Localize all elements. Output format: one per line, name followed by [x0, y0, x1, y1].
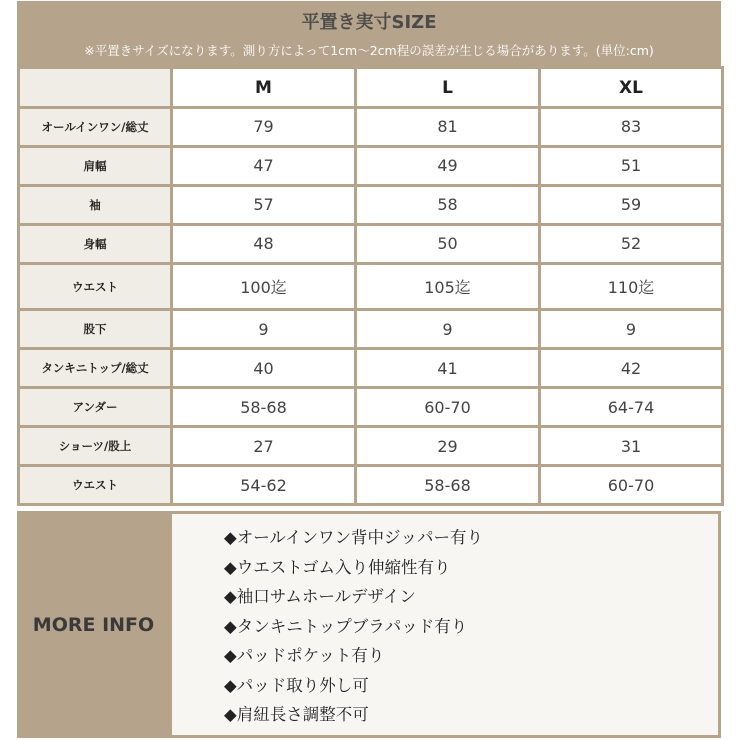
measurement-value: 41 [357, 350, 538, 386]
more-info-section [17, 511, 721, 738]
size-header [17, 1, 721, 66]
measurement-value: 57 [173, 187, 354, 223]
measurement-value: 105迄 [357, 265, 538, 309]
size-column-header: M [173, 69, 354, 106]
measurement-label: オールインワン/総丈 [20, 109, 170, 145]
measurement-label: 身幅 [20, 226, 170, 262]
table-row [20, 389, 721, 425]
measurement-label: アンダー [20, 389, 170, 425]
measurement-note: ※平置きサイズになります。測り方によって1cm～2cm程の誤差が生じる場合があります。(単位:cm) [84, 43, 654, 58]
table-row [20, 311, 721, 347]
measurement-value: 29 [357, 428, 538, 464]
measurement-value: 83 [541, 109, 721, 145]
measurement-value: 48 [173, 226, 354, 262]
corner-cell [20, 69, 170, 106]
size-table [17, 66, 724, 506]
measurement-label: タンキニトップ/総丈 [20, 350, 170, 386]
measurement-label: 股下 [20, 311, 170, 347]
measurement-value: 54-62 [173, 467, 354, 503]
size-title: 平置き実寸SIZE [301, 12, 437, 33]
table-row [20, 350, 721, 386]
measurement-label: 肩幅 [20, 148, 170, 184]
list-item: ◆肩紐長さ調整不可 [224, 705, 369, 724]
list-item: ◆ウエストゴム入り伸縮性有り [224, 557, 451, 577]
measurement-value: 9 [541, 311, 721, 347]
table-row [20, 428, 721, 464]
table-row [20, 187, 721, 223]
measurement-value: 42 [541, 350, 721, 386]
measurement-label: ウエスト [20, 265, 170, 309]
measurement-value: 52 [541, 226, 721, 262]
measurement-value: 27 [173, 428, 354, 464]
measurement-value: 79 [173, 109, 354, 145]
measurement-value: 58 [357, 187, 538, 223]
table-row [20, 265, 721, 309]
measurement-value: 60-70 [541, 467, 721, 503]
measurement-value: 50 [357, 226, 538, 262]
table-row [20, 226, 721, 262]
table-row [20, 467, 721, 503]
more-info-panel [172, 514, 718, 735]
measurement-value: 31 [541, 428, 721, 464]
list-item: ◆袖口サムホールデザイン [224, 587, 416, 606]
size-column-header: L [357, 69, 538, 106]
measurement-value: 47 [173, 148, 354, 184]
measurement-value: 60-70 [357, 389, 538, 425]
table-row [20, 148, 721, 184]
measurement-value: 110迄 [541, 265, 721, 309]
measurement-value: 40 [173, 350, 354, 386]
measurement-value: 49 [357, 148, 538, 184]
measurement-value: 59 [541, 187, 721, 223]
size-column-header: XL [541, 69, 721, 106]
measurement-value: 51 [541, 148, 721, 184]
measurement-value: 58-68 [357, 467, 538, 503]
measurement-label: ショーツ/股上 [20, 428, 170, 464]
measurement-value: 58-68 [173, 389, 354, 425]
list-item: ◆パッドポケット有り [224, 646, 385, 665]
measurement-value: 81 [357, 109, 538, 145]
measurement-label: 袖 [20, 187, 170, 223]
more-info-label: MORE INFO [32, 613, 155, 636]
list-item: ◆オールインワン背中ジッパー有り [224, 528, 484, 547]
measurement-value: 64-74 [541, 389, 721, 425]
list-item: ◆タンキニトップブラパッド有り [224, 616, 468, 636]
measurement-value: 9 [173, 311, 354, 347]
list-item: ◆パッド取り外し可 [224, 675, 369, 695]
table-row [20, 109, 721, 145]
measurement-value: 100迄 [173, 265, 354, 309]
measurement-label: ウエスト [20, 467, 170, 503]
size-header-row [20, 69, 721, 106]
measurement-value: 9 [357, 311, 538, 347]
feature-list [172, 514, 718, 730]
